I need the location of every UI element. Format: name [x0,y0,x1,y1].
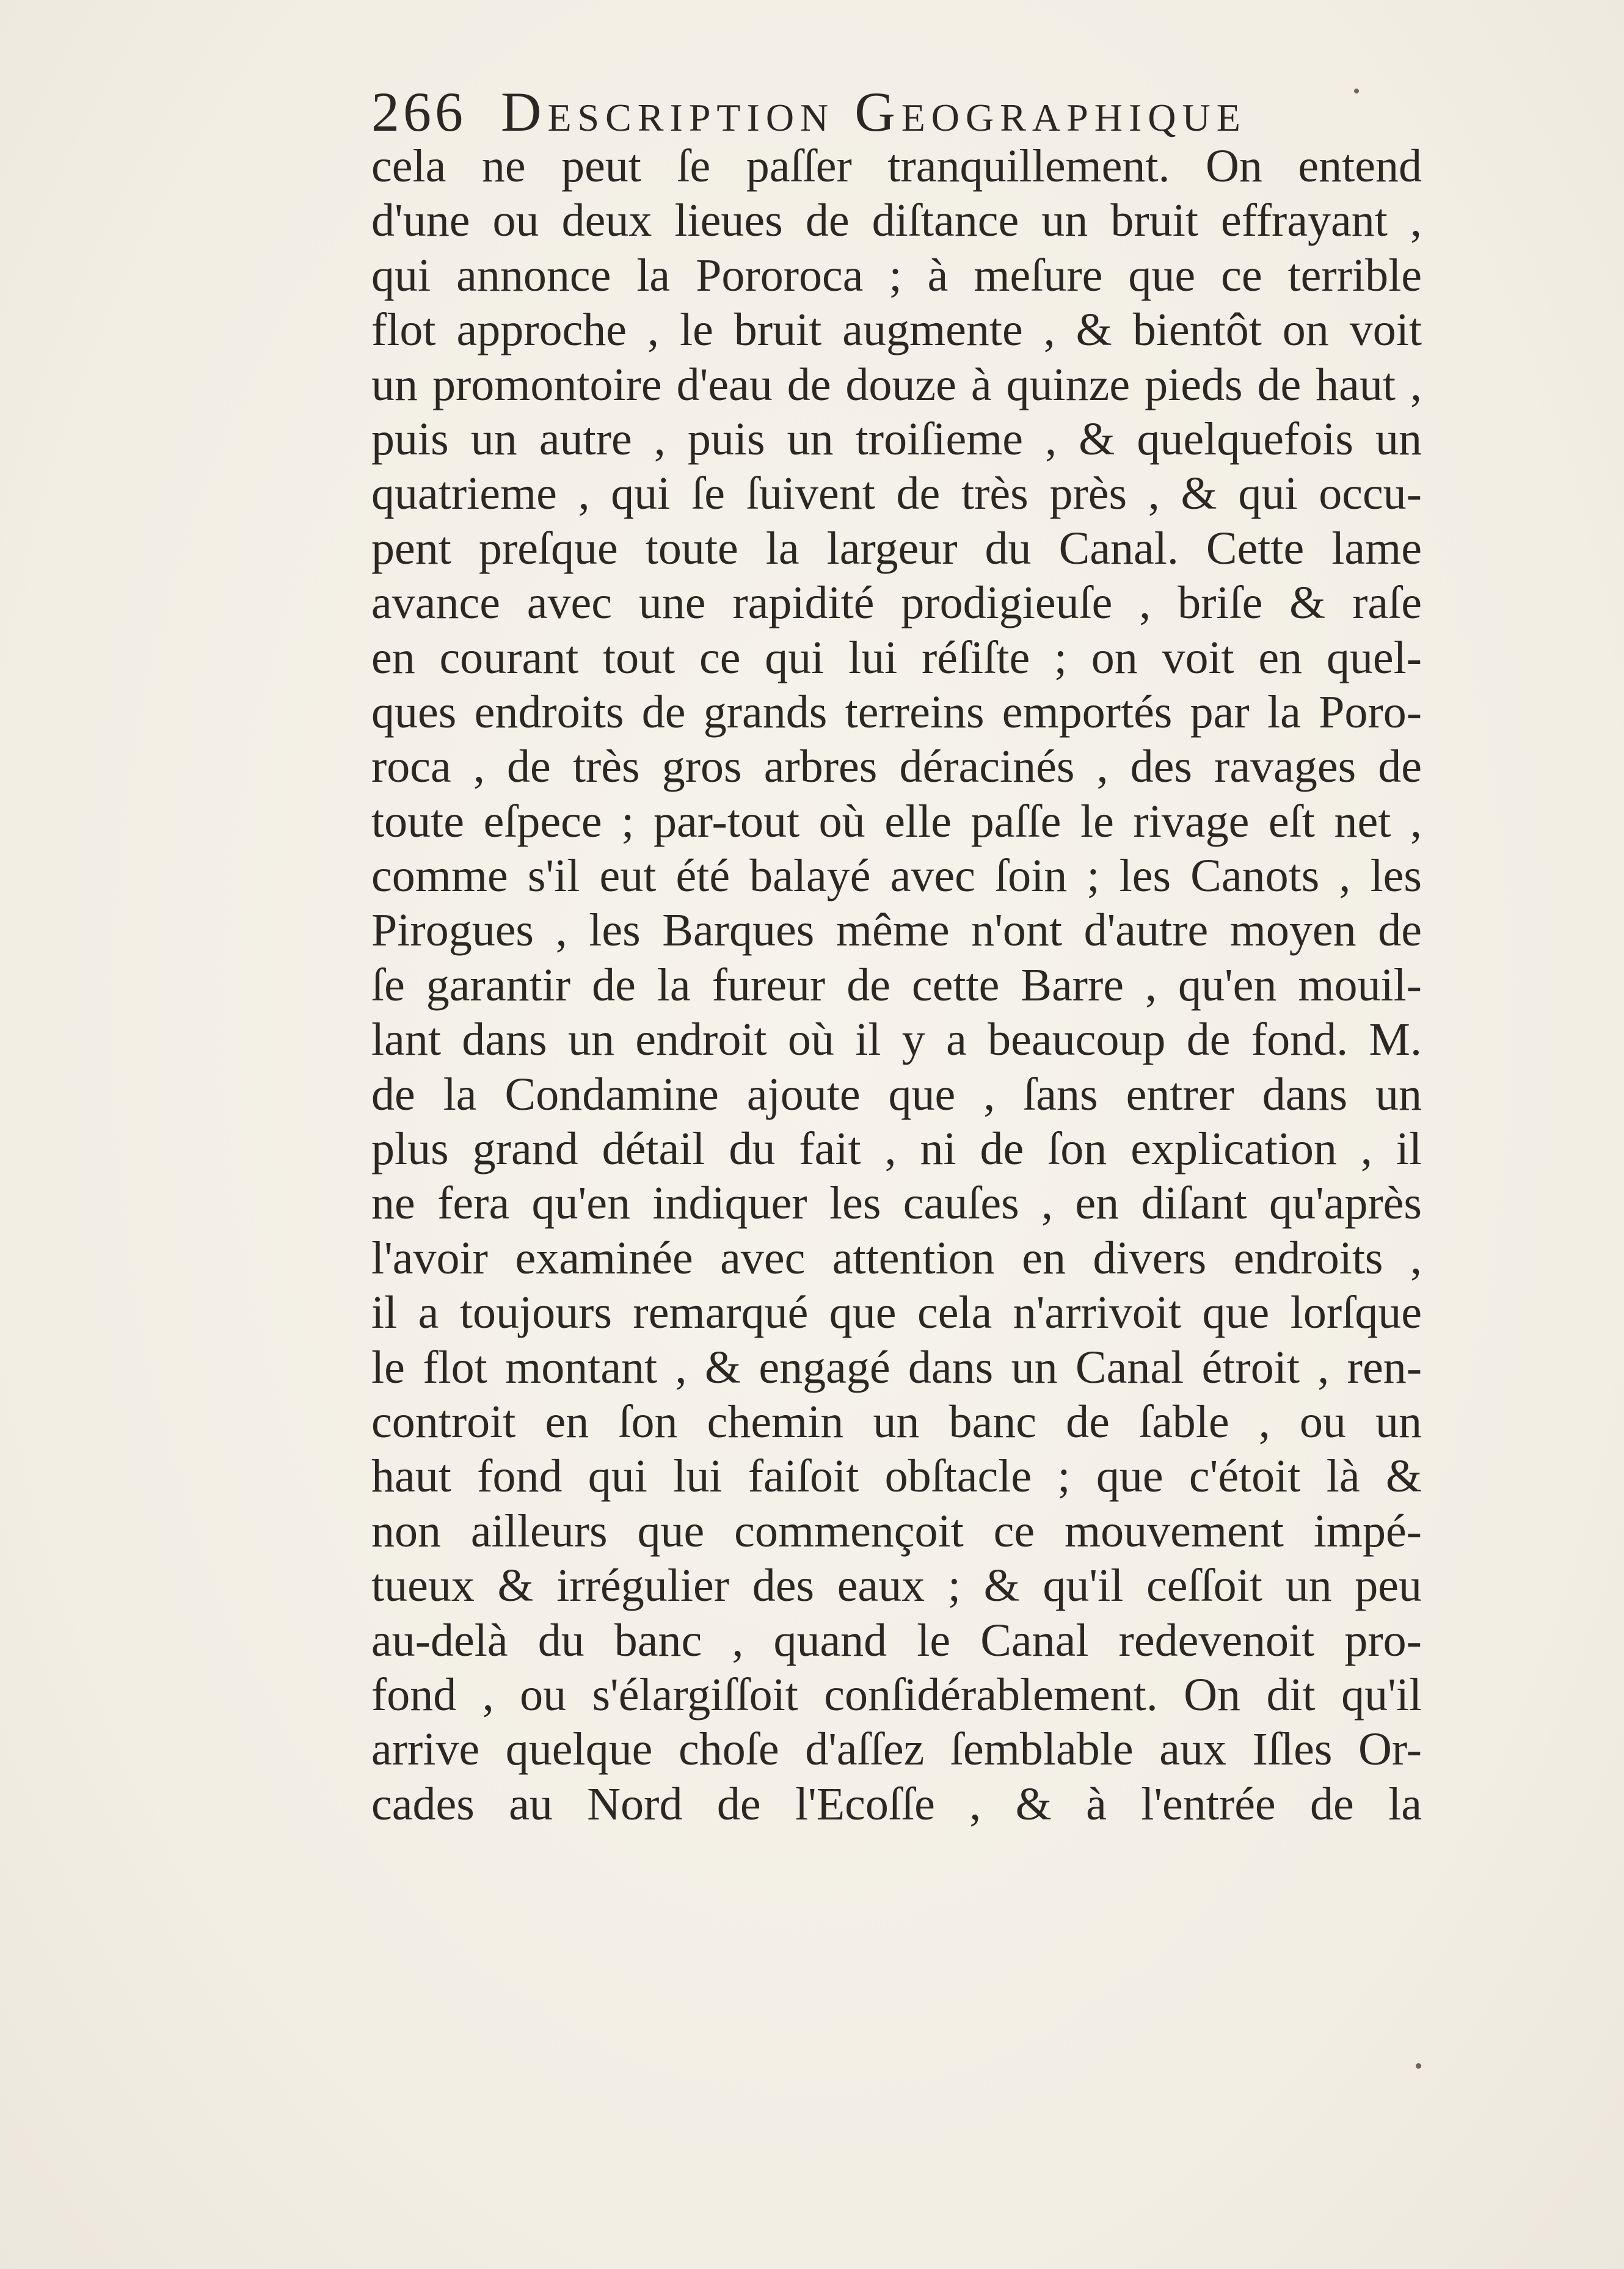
text-line: pent preſque toute la largeur du Canal. Cette lame [371,522,1422,574]
text-line: plus grand détail du fait , ni de ſon explication , il [371,1123,1422,1175]
text-line: haut fond qui lui faiſoit obſtacle ; que c'étoit là & [371,1451,1422,1502]
text-line: lant dans un endroit où il y a beaucoup de fond. M. [371,1014,1422,1066]
text-line: il a toujours remarqué que cela n'arrivoit que lorſque [371,1287,1422,1339]
text-line: comme s'il eut été balayé avec ſoin ; les Canots , les [371,850,1422,902]
text-line: ques endroits de grands terreins emportés par la Poro- [371,686,1422,738]
body-text [371,139,1422,1832]
text-line: fond , ou s'élargiſſoit conſidérablement. On dit qu'il [371,1669,1422,1721]
text-line: l'avoir examinée avec attention en divers endroits , [371,1232,1422,1284]
ink-speck [1354,89,1359,93]
running-title: Description Geographique [501,81,1247,143]
text-line: cela ne peut ſe paſſer tranquillement. On entend [371,140,1422,192]
page-header [371,78,1247,145]
text-line: ſe garantir de la fureur de cette Barre , qu'en mouil- [371,959,1422,1011]
text-line: cades au Nord de l'Ecoſſe , & à l'entrée de la [371,1778,1422,1830]
ink-speck [1416,2063,1421,2069]
text-line: qui annonce la Pororoca ; à meſure que ce terrible [371,249,1422,301]
text-line: toute eſpece ; par-tout où elle paſſe le rivage eſt net , [371,795,1422,847]
text-line: controit en ſon chemin un banc de ſable , ou un [371,1396,1422,1448]
text-line: arrive quelque choſe d'aſſez ſemblable aux Iſles Or- [371,1724,1422,1776]
text-line: puis un autre , puis un troiſieme , & quelquefois un [371,413,1422,465]
text-line: ne fera qu'en indiquer les cauſes , en diſant qu'après [371,1178,1422,1229]
text-line: de la Condamine ajoute que , ſans entrer dans un [371,1068,1422,1120]
text-line: non ailleurs que commençoit ce mouvement impé- [371,1505,1422,1557]
text-line: un promontoire d'eau de douze à quinze pieds de haut , [371,359,1422,410]
text-line: Pirogues , les Barques même n'ont d'autre moyen de [371,905,1422,956]
page-number: 266 [371,81,467,143]
text-line: roca , de très gros arbres déracinés , des ravages de [371,741,1422,793]
text-line: au-delà du banc , quand le Canal redevenoit pro- [371,1614,1422,1666]
text-line: quatrieme , qui ſe ſuivent de très près , & qui occu- [371,468,1422,520]
text-line: tueux & irrégulier des eaux ; & qu'il ceſſoit un peu [371,1560,1422,1612]
text-line: avance avec une rapidité prodigieuſe , briſe & raſe [371,577,1422,629]
text-line: en courant tout ce qui lui réſiſte ; on voit en quel- [371,632,1422,683]
text-line: d'une ou deux lieues de diſtance un bruit effrayant , [371,195,1422,247]
text-line: le flot montant , & engagé dans un Canal étroit , ren- [371,1341,1422,1393]
text-line: flot approche , le bruit augmente , & bientôt on voit [371,304,1422,356]
